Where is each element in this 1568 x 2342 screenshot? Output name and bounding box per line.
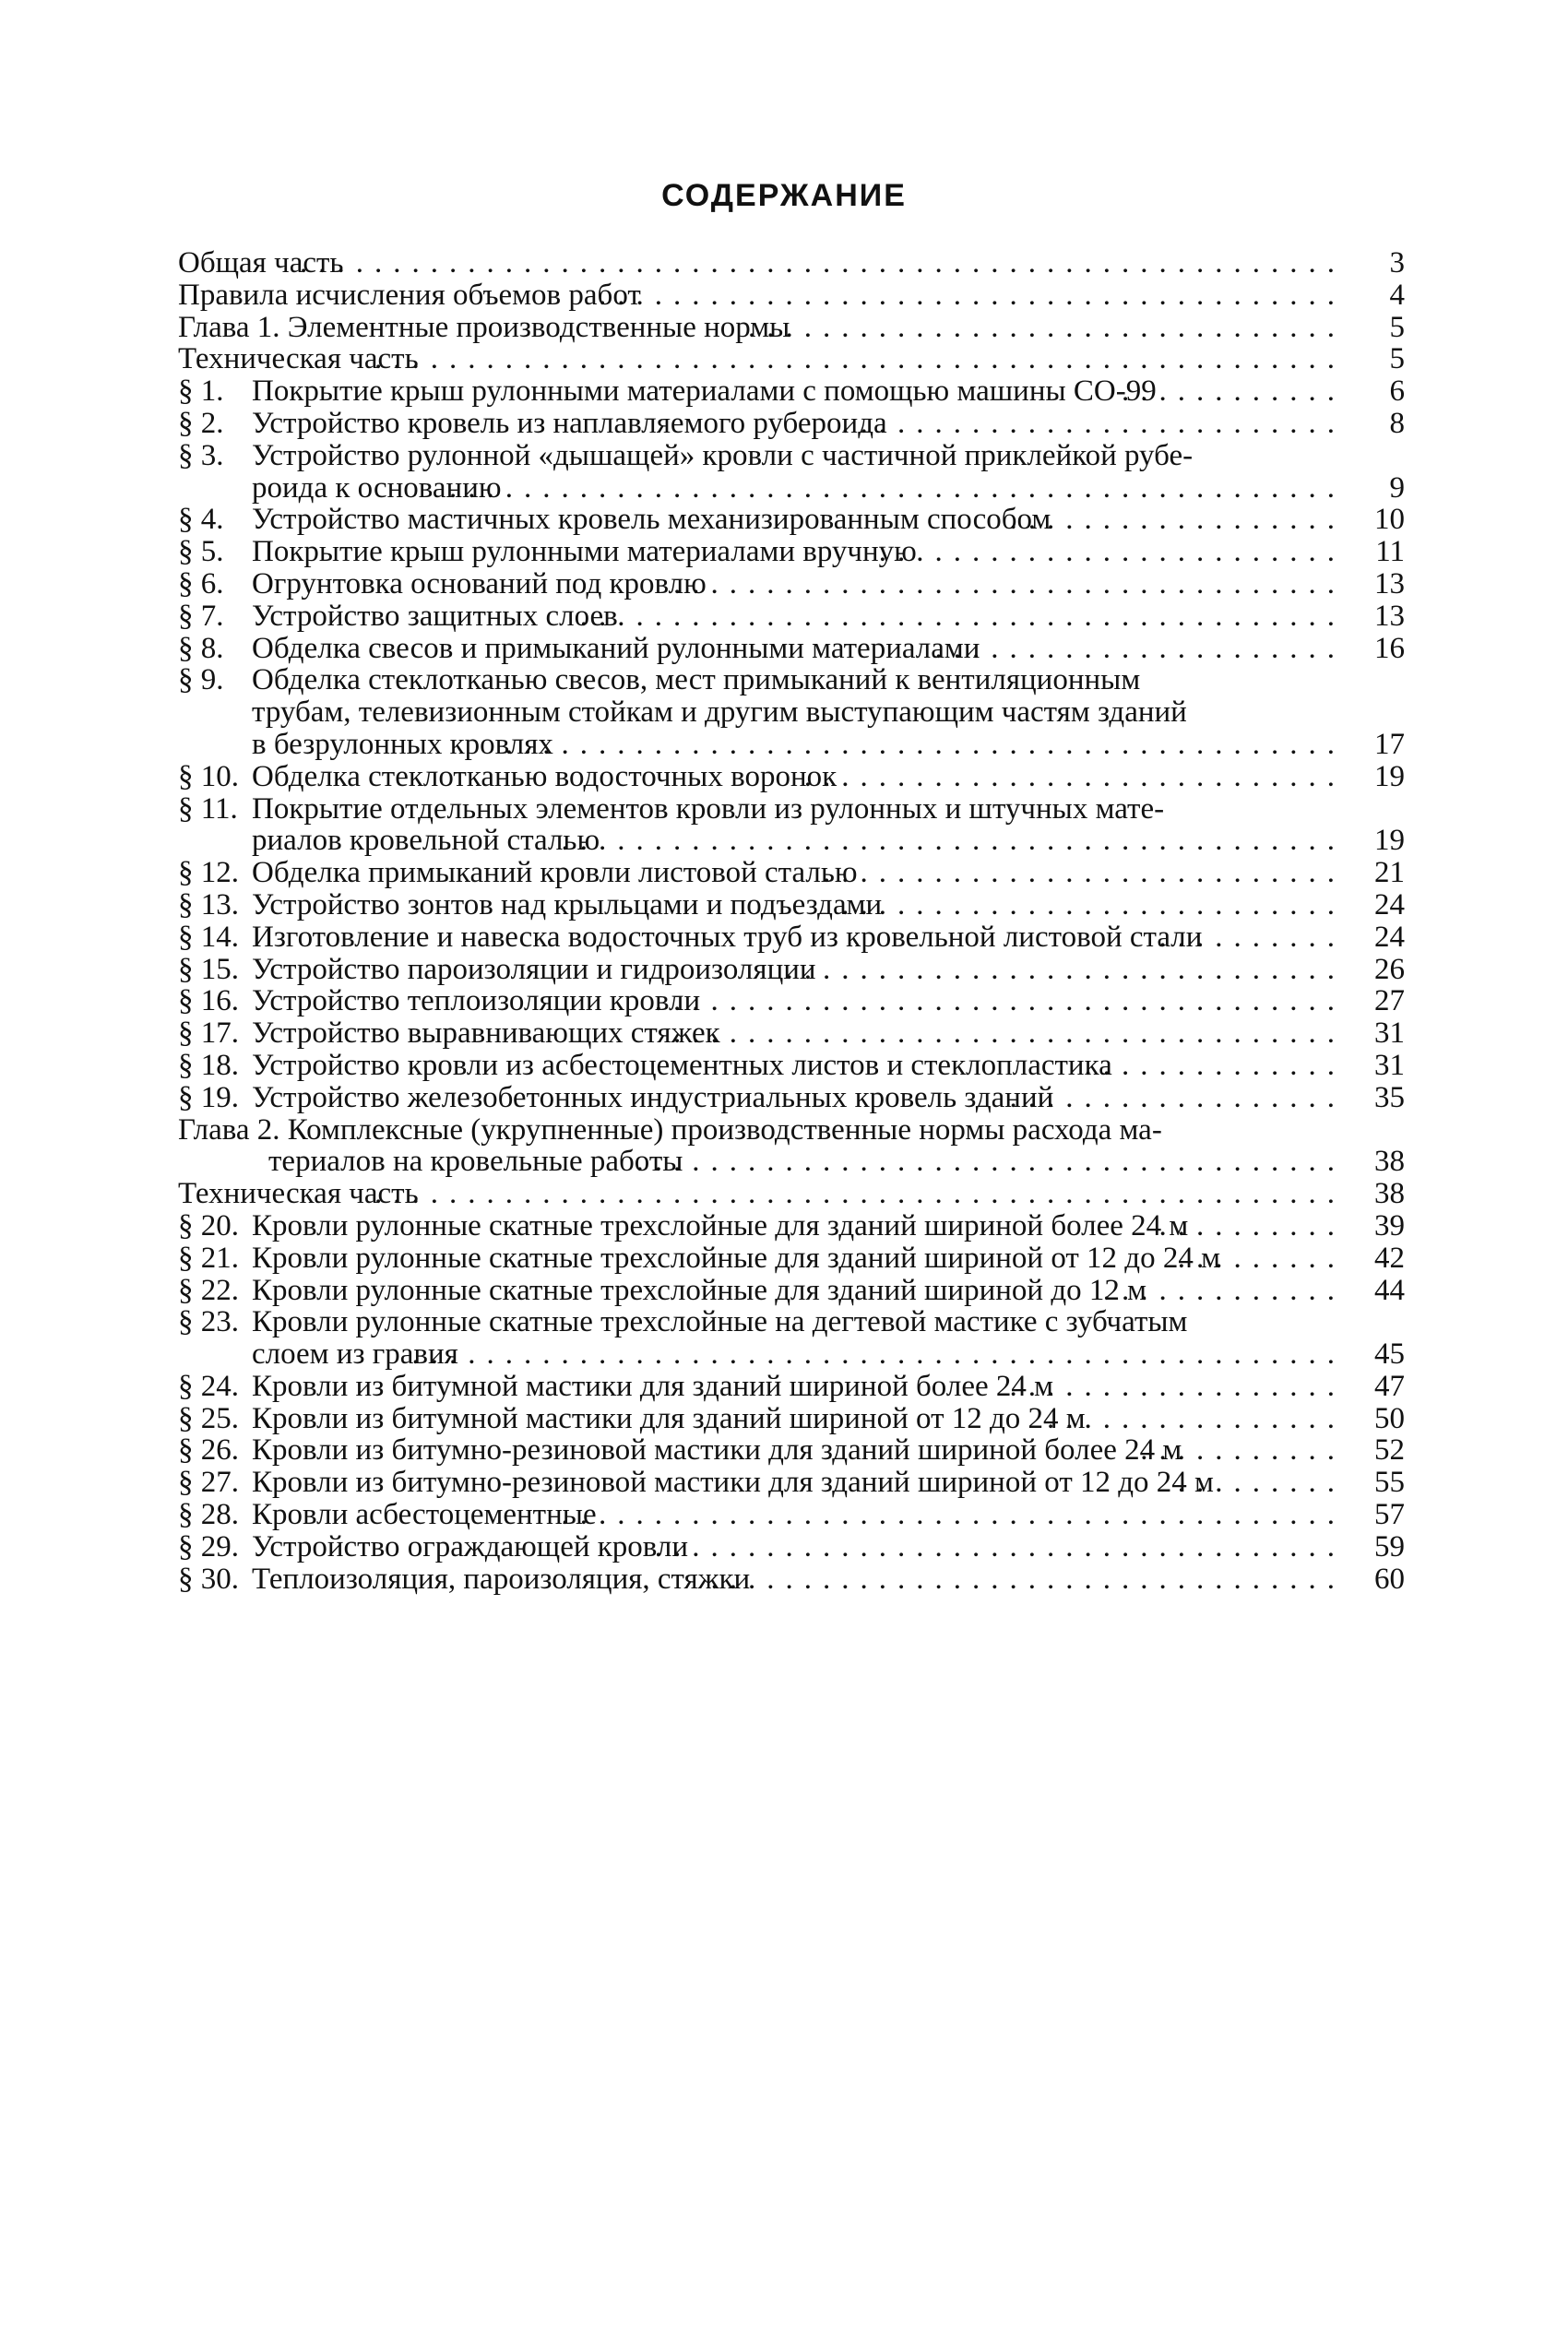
toc-line bbox=[178, 1306, 1405, 1338]
page-number: 52 bbox=[1374, 1433, 1405, 1468]
page-number: 60 bbox=[1374, 1562, 1405, 1596]
toc-line bbox=[178, 633, 1405, 665]
page-number: 3 bbox=[1389, 246, 1405, 279]
toc-line bbox=[178, 1275, 1405, 1307]
page-title: СОДЕРЖАНИЕ bbox=[661, 178, 907, 213]
toc-line bbox=[178, 1499, 1405, 1531]
page-number: 11 bbox=[1375, 535, 1405, 569]
toc-entry-text: Теплоизоляция, пароизоляция, стяжки bbox=[252, 1562, 751, 1596]
toc-line bbox=[178, 1434, 1405, 1467]
leader-dots: .................................................. bbox=[411, 1337, 1346, 1372]
page-number: 31 bbox=[1374, 1048, 1405, 1082]
toc-entry-text: Покрытие крыш рулонными материалами с помощью машины СО-99 bbox=[252, 374, 1157, 409]
page-number: 27 bbox=[1374, 984, 1405, 1018]
toc-entry-text: Кровли рулонные скатные трехслойные на дегтевой мастике с зубчатым bbox=[252, 1305, 1188, 1339]
toc-line bbox=[178, 857, 1405, 889]
toc-line bbox=[178, 472, 1405, 505]
toc-entry-text: Покрытие отдельных элементов кровли из рулонных и штучных мате- bbox=[252, 791, 1165, 826]
toc-line bbox=[178, 504, 1405, 536]
leader-dots: ............................................. bbox=[505, 727, 1346, 761]
leader-dots: ............................. bbox=[803, 759, 1346, 793]
toc-entry-text: Устройство пароизоляции и гидроизоляции bbox=[252, 952, 816, 986]
leader-dots: ........................... bbox=[841, 406, 1346, 440]
toc-entry-text: Устройство железобетонных индустриальных кровель зданий bbox=[252, 1080, 1054, 1114]
page-number: 38 bbox=[1374, 1145, 1405, 1179]
leader-dots: .................................. bbox=[710, 1562, 1346, 1596]
toc-entry-text: Устройство зонтов над крыльцами и подъездами bbox=[252, 887, 883, 921]
page-number: 9 bbox=[1389, 470, 1405, 505]
toc-entry-text: Кровли из битумно-резиновой мастики для зданий шириной более 24 м bbox=[252, 1433, 1182, 1468]
page-number: 4 bbox=[1389, 278, 1405, 312]
section-number: § 11. bbox=[178, 791, 238, 826]
toc-entry-text: Глава 2. Комплексные (укрупненные) производственные нормы расхода ма- bbox=[178, 1112, 1162, 1147]
leader-dots: ..................................... bbox=[654, 984, 1346, 1018]
page-number: 24 bbox=[1374, 887, 1405, 921]
toc-entry-text: Изготовление и навеска водосточных труб из кровельной листовой стали bbox=[252, 920, 1203, 954]
page-number: 39 bbox=[1374, 1208, 1405, 1242]
section-number: § 2. bbox=[178, 406, 224, 440]
section-number: § 10. bbox=[178, 759, 239, 793]
toc-line bbox=[178, 279, 1405, 312]
section-number: § 18. bbox=[178, 1048, 239, 1082]
leader-dots: .................. bbox=[1009, 503, 1346, 537]
table-of-contents bbox=[178, 247, 1405, 1595]
toc-line bbox=[178, 440, 1405, 472]
leader-dots: ........... bbox=[1140, 1433, 1346, 1468]
page-number: 16 bbox=[1374, 631, 1405, 665]
toc-entry-text: слоем из гравия bbox=[252, 1337, 458, 1372]
toc-line bbox=[178, 954, 1405, 986]
section-number: § 8. bbox=[178, 631, 224, 665]
toc-entry-text: Кровли рулонные скатные трехслойные для зданий шириной более 24 м bbox=[252, 1208, 1189, 1242]
toc-entry-text: Техническая часть bbox=[178, 342, 419, 376]
toc-line bbox=[178, 729, 1405, 761]
page-number: 13 bbox=[1374, 566, 1405, 600]
toc-entry-text: Кровли из битумной мастики для зданий шириной более 24 м bbox=[252, 1369, 1054, 1403]
page-number: 5 bbox=[1389, 310, 1405, 344]
leader-dots: .......... bbox=[1158, 920, 1346, 954]
section-number: § 21. bbox=[178, 1241, 239, 1275]
leader-dots: .......................................... bbox=[561, 1498, 1346, 1532]
leader-dots: ........................... bbox=[841, 887, 1346, 921]
section-number: § 12. bbox=[178, 856, 239, 890]
leader-dots: .................................... bbox=[673, 566, 1346, 600]
section-number: § 17. bbox=[178, 1016, 239, 1051]
leader-dots: ............. bbox=[1102, 1273, 1346, 1307]
toc-entry-text: Устройство ограждающей кровли bbox=[252, 1529, 689, 1563]
section-number: § 26. bbox=[178, 1433, 239, 1468]
toc-line bbox=[178, 536, 1405, 568]
section-number: § 30. bbox=[178, 1562, 239, 1596]
toc-line bbox=[178, 1050, 1405, 1082]
page-number: 13 bbox=[1374, 599, 1405, 633]
toc-line bbox=[178, 696, 1405, 729]
toc-entry-text: Кровли рулонные скатные трехслойные для зданий шириной до 12 м bbox=[252, 1273, 1146, 1307]
toc-entry-text: Глава 1. Элементные производственные нормы bbox=[178, 310, 790, 344]
toc-entry-text: Огрунтовка оснований под кровлю bbox=[252, 566, 707, 600]
page-number: 44 bbox=[1374, 1273, 1405, 1307]
toc-entry-text: в безрулонных кровлях bbox=[252, 727, 553, 761]
leader-dots: ......................................... bbox=[579, 599, 1346, 633]
leader-dots: ......... bbox=[1177, 1241, 1346, 1275]
leader-dots: ...................... bbox=[934, 631, 1346, 665]
section-number: § 23. bbox=[178, 1305, 239, 1339]
page-number: 26 bbox=[1374, 952, 1405, 986]
leader-dots: .............. bbox=[1084, 1048, 1346, 1082]
leader-dots: .................................................... bbox=[374, 342, 1346, 376]
toc-entry-text: Общая часть bbox=[178, 246, 344, 279]
toc-entry-text: Устройство защитных слоев bbox=[252, 599, 618, 633]
leader-dots: ........................................ bbox=[599, 278, 1346, 312]
toc-line bbox=[178, 600, 1405, 633]
page-number: 31 bbox=[1374, 1016, 1405, 1051]
leader-dots: .............................. bbox=[785, 952, 1346, 986]
leader-dots: .......................................... bbox=[561, 824, 1346, 858]
section-number: § 13. bbox=[178, 887, 239, 921]
section-number: § 7. bbox=[178, 599, 224, 633]
leader-dots: ........................................................ bbox=[300, 246, 1346, 279]
section-number: § 28. bbox=[178, 1498, 239, 1532]
toc-entry-text: Техническая часть bbox=[178, 1177, 419, 1211]
page-number: 42 bbox=[1374, 1241, 1405, 1275]
toc-line bbox=[178, 761, 1405, 793]
leader-dots: ................................................ bbox=[449, 470, 1346, 505]
toc-line bbox=[178, 1403, 1405, 1435]
leader-dots: ................................ bbox=[748, 310, 1346, 344]
toc-line bbox=[178, 825, 1405, 857]
section-number: § 25. bbox=[178, 1401, 239, 1435]
toc-line bbox=[178, 985, 1405, 1017]
toc-line bbox=[178, 1082, 1405, 1114]
section-number: § 16. bbox=[178, 984, 239, 1018]
toc-line bbox=[178, 1017, 1405, 1050]
toc-entry-text: Покрытие крыш рулонными материалами вручную bbox=[252, 535, 917, 569]
leader-dots: ..................................... bbox=[654, 1529, 1346, 1563]
page-number: 24 bbox=[1374, 920, 1405, 954]
page-number: 6 bbox=[1389, 374, 1405, 409]
page-number: 10 bbox=[1374, 503, 1405, 537]
toc-entry-text: Обделка стеклотканью свесов, мест примыканий к вентиляционным bbox=[252, 663, 1141, 697]
toc-line bbox=[178, 343, 1405, 375]
toc-entry-text: териалов на кровельные работы bbox=[268, 1145, 683, 1179]
toc-line bbox=[178, 568, 1405, 600]
toc-entry-text: Кровли асбестоцементные bbox=[252, 1498, 597, 1532]
toc-entry-text: Устройство мастичных кровель механизированным способом bbox=[252, 503, 1051, 537]
page-number: 47 bbox=[1374, 1369, 1405, 1403]
toc-line bbox=[178, 1467, 1405, 1499]
toc-line bbox=[178, 793, 1405, 826]
leader-dots: ............................ bbox=[823, 856, 1346, 890]
section-number: § 24. bbox=[178, 1369, 239, 1403]
toc-line bbox=[178, 1563, 1405, 1596]
leader-dots: .................................... bbox=[673, 1016, 1346, 1051]
toc-entry-text: трубам, телевизионным стойкам и другим выступающим частям зданий bbox=[252, 695, 1187, 730]
leader-dots: .................. bbox=[1009, 1080, 1346, 1114]
toc-entry-text: Обделка свесов и примыканий рулонными материалами bbox=[252, 631, 980, 665]
section-number: § 6. bbox=[178, 566, 224, 600]
leader-dots: ................ bbox=[1047, 1401, 1346, 1435]
section-number: § 27. bbox=[178, 1466, 239, 1500]
toc-line bbox=[178, 1242, 1405, 1275]
section-number: § 14. bbox=[178, 920, 239, 954]
toc-line bbox=[178, 247, 1405, 279]
leader-dots: .......... bbox=[1158, 1208, 1346, 1242]
page-number: 17 bbox=[1374, 727, 1405, 761]
section-number: § 22. bbox=[178, 1273, 239, 1307]
toc-line bbox=[178, 1371, 1405, 1403]
toc-line bbox=[178, 1210, 1405, 1242]
section-number: § 5. bbox=[178, 535, 224, 569]
toc-entry-text: Кровли рулонные скатные трехслойные для зданий шириной от 12 до 24 м bbox=[252, 1241, 1220, 1275]
toc-line bbox=[178, 408, 1405, 440]
page-number: 8 bbox=[1389, 406, 1405, 440]
toc-line bbox=[178, 1531, 1405, 1563]
toc-entry-text: риалов кровельной сталью bbox=[252, 824, 600, 858]
toc-line bbox=[178, 1114, 1405, 1147]
page-number: 45 bbox=[1374, 1337, 1405, 1372]
toc-entry-text: Обделка примыканий кровли листовой сталью bbox=[252, 856, 858, 890]
page-number: 21 bbox=[1374, 856, 1405, 890]
section-number: § 9. bbox=[178, 663, 224, 697]
section-number: § 3. bbox=[178, 438, 224, 472]
toc-entry-text: Кровли из битумной мастики для зданий шириной от 12 до 24 м bbox=[252, 1401, 1086, 1435]
toc-entry-text: Устройство теплоизоляции кровли bbox=[252, 984, 701, 1018]
page-number: 55 bbox=[1374, 1466, 1405, 1500]
section-number: § 15. bbox=[178, 952, 239, 986]
leader-dots: ............ bbox=[1122, 374, 1346, 409]
page-number: 5 bbox=[1389, 342, 1405, 376]
page-number: 59 bbox=[1374, 1529, 1405, 1563]
page-number: 50 bbox=[1374, 1401, 1405, 1435]
toc-entry-text: Кровли из битумно-резиновой мастики для зданий шириной от 12 до 24 м bbox=[252, 1466, 1214, 1500]
toc-entry-text: Обделка стеклотканью водосточных воронок bbox=[252, 759, 837, 793]
toc-line bbox=[178, 1338, 1405, 1371]
page-number: 57 bbox=[1374, 1498, 1405, 1532]
toc-line bbox=[178, 664, 1405, 696]
leader-dots: ......................... bbox=[878, 535, 1346, 569]
toc-line bbox=[178, 1178, 1405, 1210]
toc-line bbox=[178, 312, 1405, 344]
section-number: § 19. bbox=[178, 1080, 239, 1114]
section-number: § 20. bbox=[178, 1208, 239, 1242]
toc-entry-text: Устройство кровли из асбестоцементных листов и стеклопластика bbox=[252, 1048, 1112, 1082]
toc-entry-text: роида к основанию bbox=[252, 470, 502, 505]
toc-entry-text: Устройство кровель из наплавляемого рубероида bbox=[252, 406, 887, 440]
toc-entry-text: Правила исчисления объемов работ bbox=[178, 278, 641, 312]
leader-dots: ......... bbox=[1177, 1466, 1346, 1500]
section-number: § 4. bbox=[178, 503, 224, 537]
leader-dots: .................. bbox=[1009, 1369, 1346, 1403]
page-number: 19 bbox=[1374, 824, 1405, 858]
toc-line bbox=[178, 889, 1405, 921]
toc-line bbox=[178, 1146, 1405, 1178]
section-number: § 1. bbox=[178, 374, 224, 409]
toc-line bbox=[178, 921, 1405, 954]
page-number: 35 bbox=[1374, 1080, 1405, 1114]
page-number: 19 bbox=[1374, 759, 1405, 793]
leader-dots: ...................................... bbox=[636, 1145, 1346, 1179]
leader-dots: .................................................... bbox=[374, 1177, 1346, 1211]
toc-entry-text: Устройство рулонной «дышащей» кровли с частичной приклейкой рубе- bbox=[252, 438, 1194, 472]
toc-entry-text: Устройство выравнивающих стяжек bbox=[252, 1016, 720, 1051]
page-number: 38 bbox=[1374, 1177, 1405, 1211]
toc-line bbox=[178, 375, 1405, 408]
section-number: § 29. bbox=[178, 1529, 239, 1563]
